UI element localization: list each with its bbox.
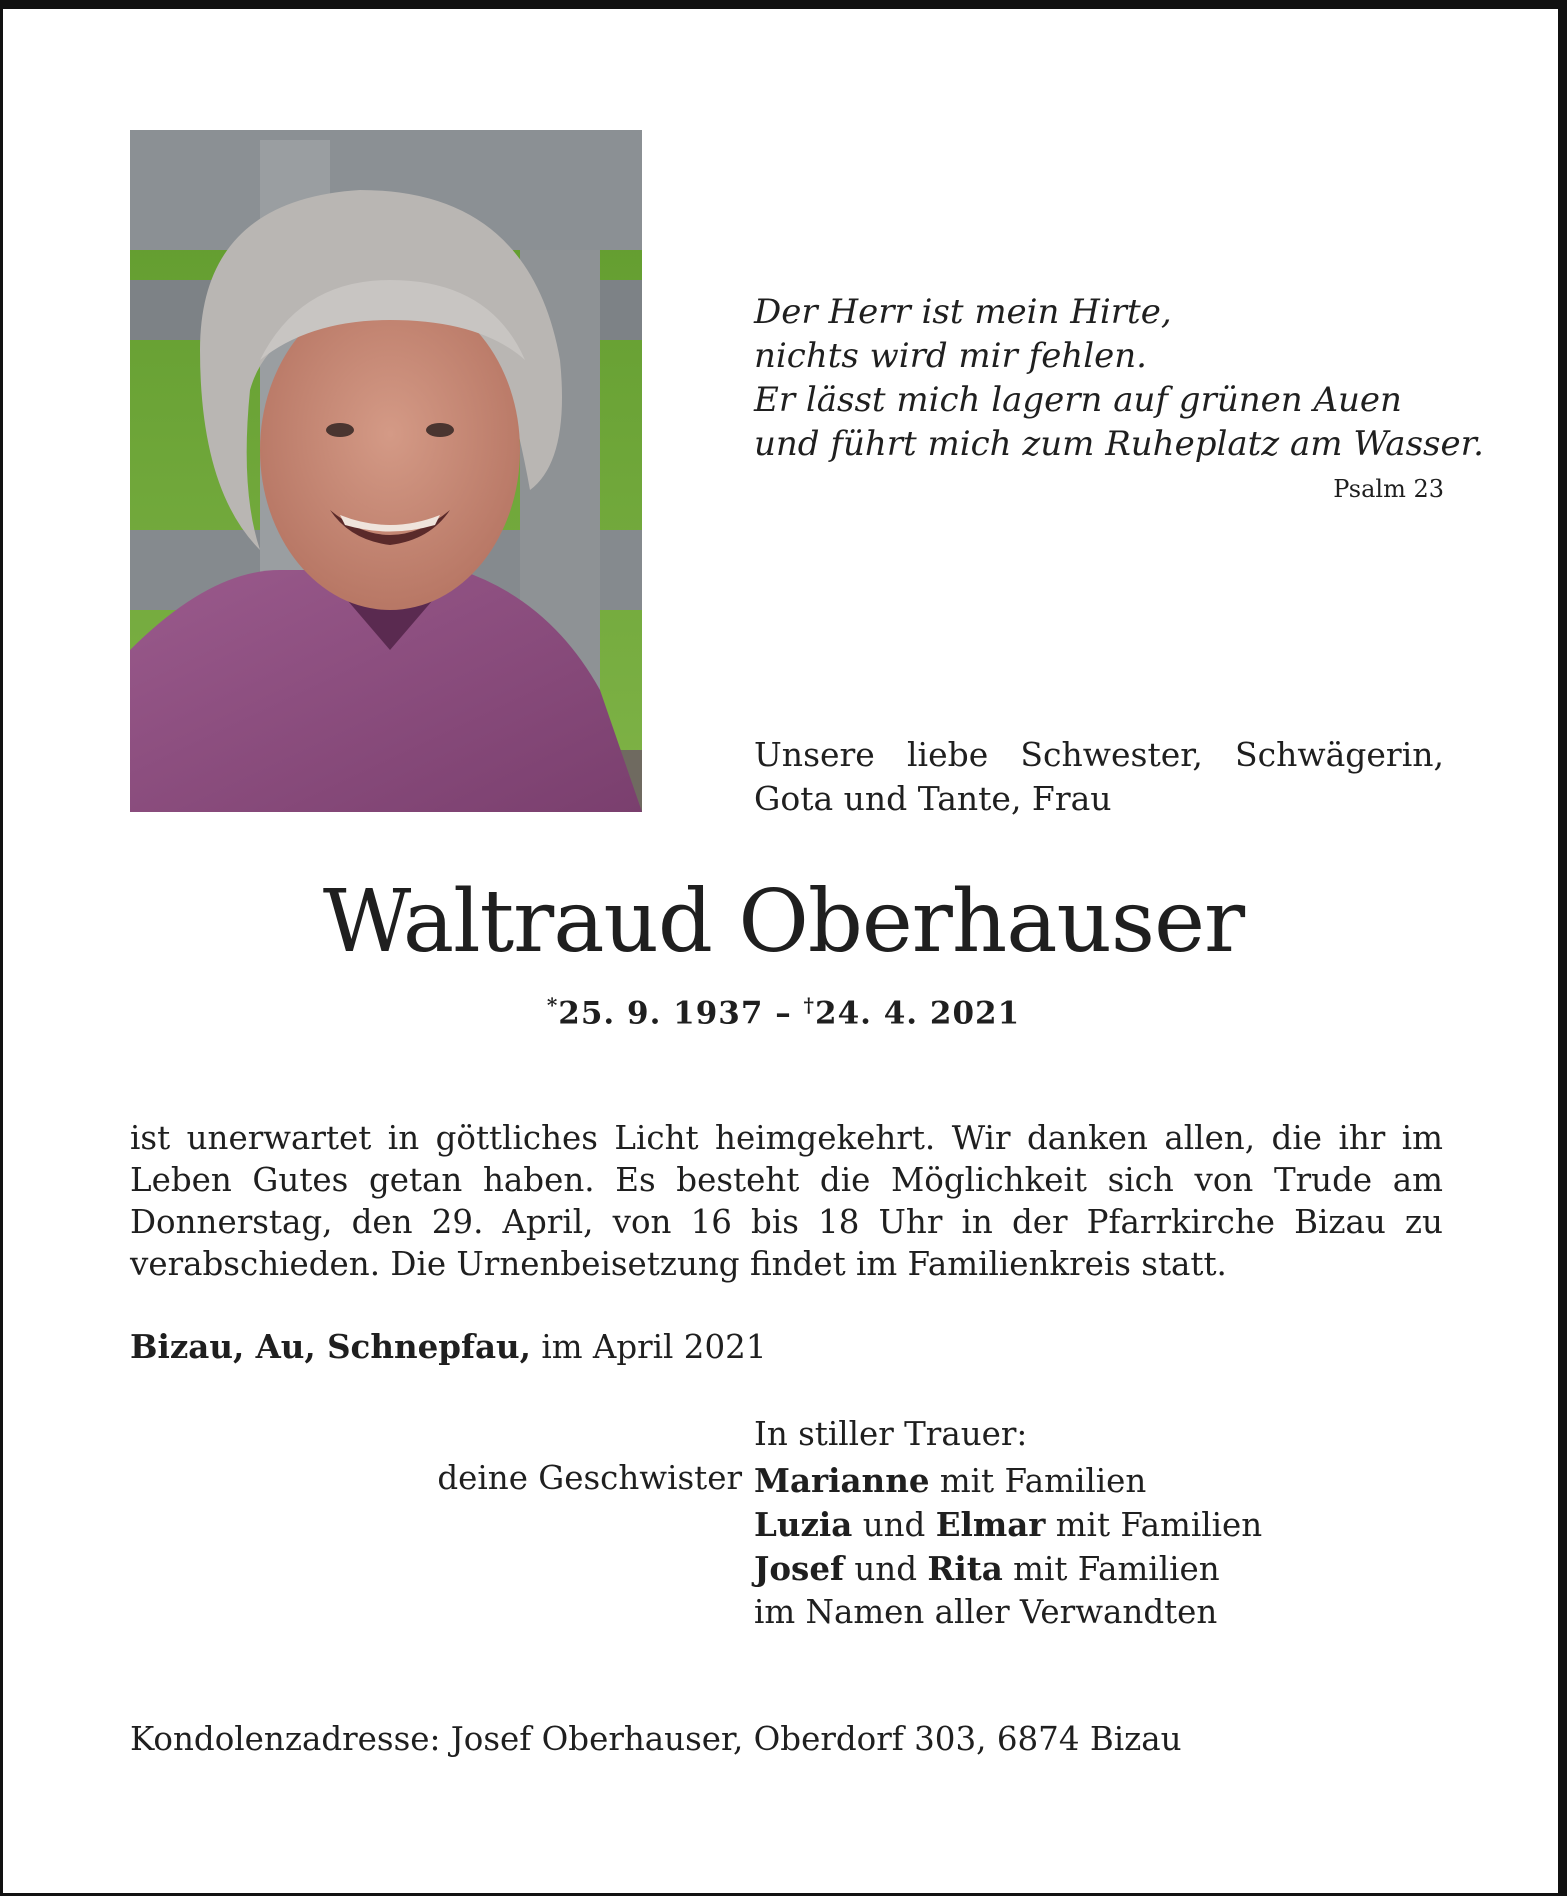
mourner-name: Elmar	[935, 1505, 1046, 1544]
place-locations: Bizau, Au, Schnepfau,	[130, 1327, 531, 1366]
mourner-connector: und	[862, 1506, 926, 1544]
mourner-suffix: mit Familien	[1055, 1506, 1263, 1544]
mourner-name: Rita	[927, 1549, 1003, 1588]
mourners-list	[754, 1459, 1262, 1634]
mourner-line	[754, 1547, 1262, 1591]
psalm-quote	[754, 290, 1484, 466]
deceased-name: Waltraud Oberhauser	[322, 872, 1245, 972]
date-separator: –	[775, 995, 792, 1032]
mourning-closing: im Namen aller Verwandten	[754, 1593, 1218, 1631]
mourner-name: Marianne	[754, 1461, 930, 1500]
mourner-line	[754, 1459, 1262, 1503]
life-dates	[0, 993, 1567, 1031]
mourner-name: Luzia	[754, 1505, 853, 1544]
birth-date: 25. 9. 1937	[558, 995, 764, 1032]
psalm-line: und führt mich zum Ruheplatz am Wasser.	[754, 424, 1484, 464]
mourner-suffix: mit Familien	[1013, 1550, 1220, 1588]
psalm-line: Der Herr ist mein Hirte,	[754, 292, 1172, 332]
mourner-line	[754, 1503, 1262, 1547]
place-date: im April 2021	[541, 1328, 767, 1366]
death-date: 24. 4. 2021	[815, 995, 1021, 1032]
death-symbol: †	[803, 993, 816, 1017]
psalm-reference: Psalm 23	[1333, 475, 1444, 503]
condolence-address: Kondolenzadresse: Josef Oberhauser, Oberdorf 303, 6874 Bizau	[130, 1720, 1182, 1758]
mourner-suffix: mit Familien	[939, 1462, 1147, 1500]
mourning-heading: In stiller Trauer:	[754, 1415, 1028, 1453]
psalm-line: Er lässt mich lagern auf grünen Auen	[754, 380, 1402, 420]
mourner-connector: und	[854, 1550, 918, 1588]
birth-symbol: *	[546, 993, 559, 1017]
mourner-name: Josef	[754, 1549, 845, 1588]
psalm-line: nichts wird mir fehlen.	[754, 336, 1147, 376]
intro-text: Unsere liebe Schwester, Schwägerin, Gota und Tante, Frau	[754, 735, 1444, 818]
siblings-label: deine Geschwister	[437, 1459, 742, 1497]
announcement-body: ist unerwartet in göttliches Licht heimgekehrt. Wir danken allen, die ihr im Leben Gutes getan haben. Es besteht die Möglichkeit sich von Trude am Donnerstag, den 29. April, von 16 bis 18 Uhr in der Pfarrkirche Bizau zu verabschieden. Die Urnenbeisetzung findet im Familienkreis statt.	[130, 1119, 1443, 1283]
place-date-line	[130, 1327, 767, 1366]
portrait-photo	[130, 130, 642, 812]
